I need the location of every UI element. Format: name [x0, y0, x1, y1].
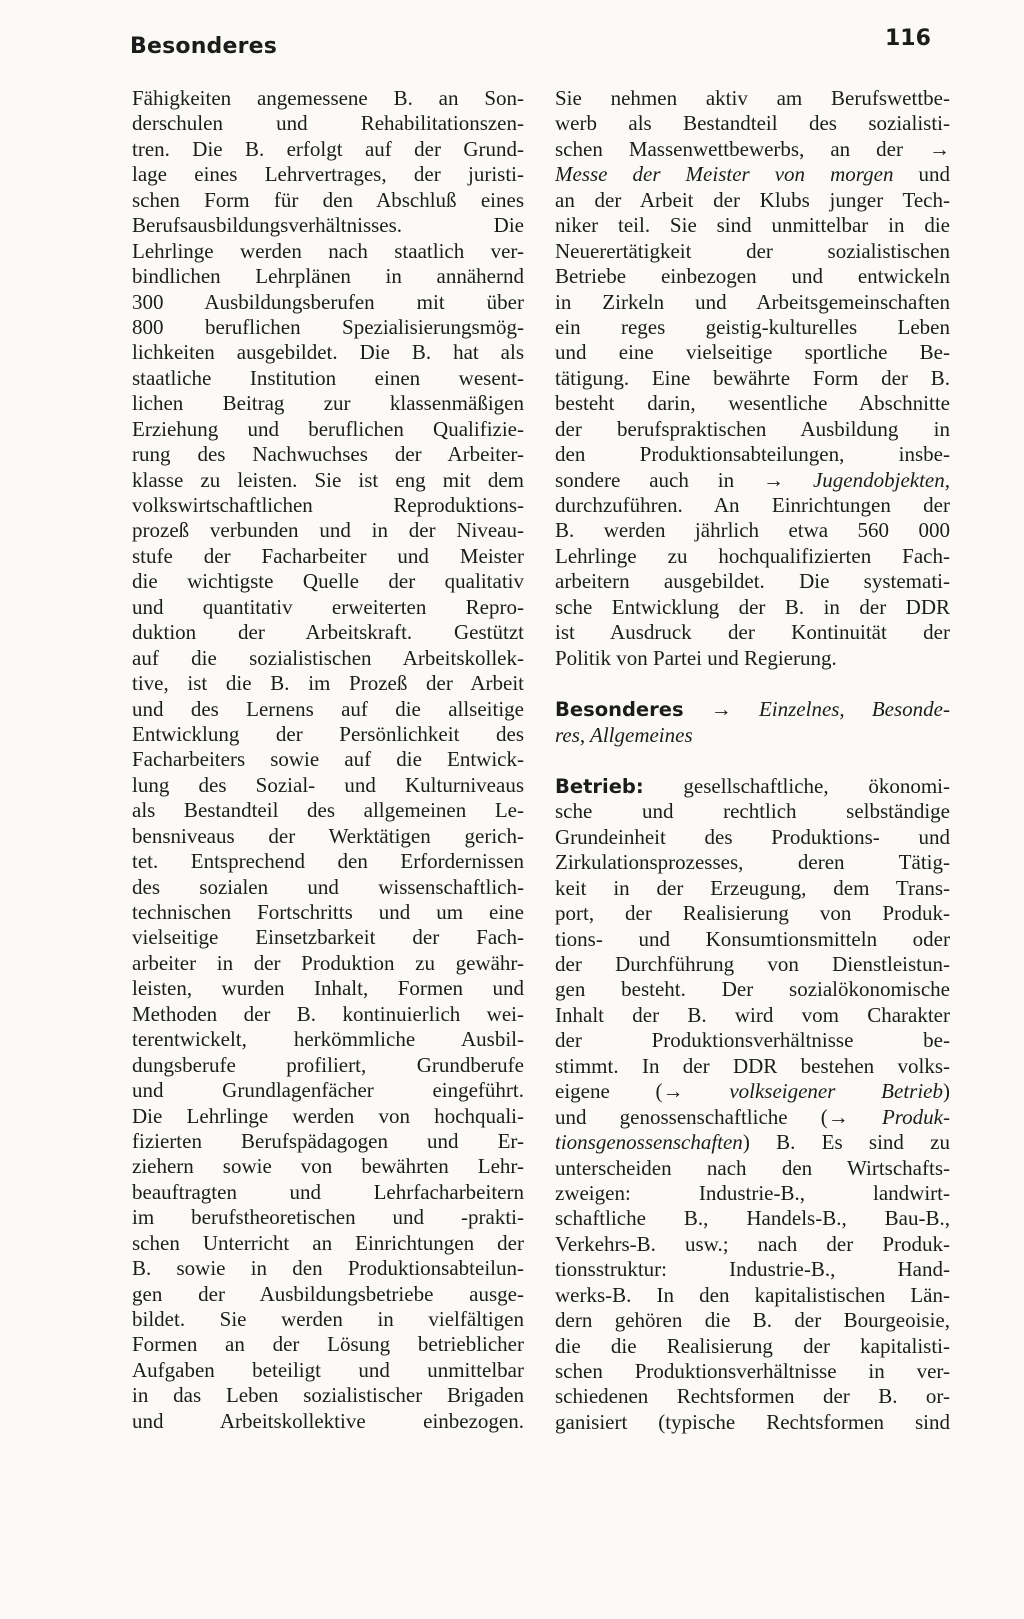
text-line [555, 162, 950, 187]
text-line: Facharbeiters sowie auf die Entwick- [132, 747, 524, 772]
text-line: bildet. Sie werden in vielfältigen [132, 1307, 524, 1331]
text-line: in das Leben sozialistischer Brigaden [132, 1383, 524, 1408]
text-line: werks-B. In den kapitalistischen Län- [555, 1282, 950, 1307]
text-line: lung des Sozial- und Kulturniveaus [132, 772, 524, 797]
text-line: tet. Entsprechend den Erfordernissen [132, 849, 524, 874]
paragraph-gap [555, 671, 950, 697]
text-line: arbeitern ausgebildet. Die systemati- [555, 569, 950, 594]
text-line: 800 beruflichen Spezialisierungsmög- [132, 314, 524, 339]
cross-reference-link[interactable]: res, Allgemeines [555, 722, 693, 747]
text-line: lichen Beitrag zur klassenmäßigen [132, 391, 524, 416]
text-line: prozeß verbunden und in der Niveau- [132, 518, 524, 543]
text-line: den Produktionsabteilungen, insbe- [555, 442, 950, 467]
text-line: sche Entwicklung der B. in der DDR [555, 594, 950, 619]
text-line: werb als Bestandteil des sozialisti- [555, 111, 950, 136]
running-head: Besonderes [130, 34, 278, 59]
text-line: tions- und Konsumtionsmitteln oder [555, 926, 950, 951]
text-line: im berufstheoretischen und -prakti- [132, 1205, 524, 1230]
cross-reference-arrow-icon: → [929, 136, 950, 161]
text-line: lage eines Lehrvertrages, der juristi- [132, 162, 524, 187]
cross-reference-link[interactable]: Einzelnes, Besonde- [758, 697, 950, 722]
text-line: fizierten Berufspädagogen und Er- [132, 1128, 524, 1153]
entry-headword-line [555, 697, 950, 722]
text-line: ist Ausdruck der Kontinuität der [555, 620, 950, 645]
text-line: Betriebe einbezogen und entwickeln [555, 264, 950, 289]
text-line: Lehrlinge werden nach staatlich ver- [132, 238, 524, 263]
line-text: und [893, 162, 950, 187]
text-line: vielseitige Einsetzbarkeit der Fach- [132, 925, 524, 950]
text-line: B. sowie in den Produktionsabteilun- [132, 1256, 524, 1281]
line-text: ) [943, 1079, 950, 1104]
page-number: 116 [885, 26, 931, 51]
text-line: volkswirtschaftlichen Reproduktions- [132, 493, 524, 517]
text-line: die wichtigste Quelle der qualitativ [132, 569, 524, 594]
text-line: die die Realisierung der kapitalisti- [555, 1333, 950, 1358]
text-line: Zirkulationsprozesses, deren Tätig- [555, 850, 950, 875]
text-line: schen Form für den Abschluß eines [132, 187, 524, 212]
text-line: durchzuführen. An Einrichtungen der [555, 493, 950, 517]
text-line: des sozialen und wissenschaftlich- [132, 874, 524, 899]
line-text: ) B. Es sind zu [742, 1130, 950, 1155]
text-line: Neuerertätigkeit der sozialistischen [555, 238, 950, 263]
text-line: tätigung. Eine bewährte Form der B. [555, 365, 950, 390]
text-line: stufe der Facharbeiter und Meister [132, 543, 524, 568]
text-line: und Grundlagenfächer eingeführt. [132, 1078, 524, 1103]
text-line: niker teil. Sie sind unmittelbar in die [555, 213, 950, 238]
text-line: gen besteht. Der sozialökonomische [555, 977, 950, 1002]
text-line: duktion der Arbeitskraft. Gestützt [132, 620, 524, 645]
text-line: Aufgaben beteiligt und unmittelbar [132, 1357, 524, 1382]
text-line: schen Unterricht an Einrichtungen der [132, 1230, 524, 1255]
text-line: und Arbeitskollektive einbezogen. [132, 1408, 524, 1433]
text-line: in Zirkeln und Arbeitsgemeinschaften [555, 289, 950, 314]
text-line: bindlichen Lehrplänen in annähernd [132, 264, 524, 289]
text-line [555, 1130, 950, 1155]
entry-keyword: Betrieb: [555, 774, 644, 798]
text-line: derschulen und Rehabilitationszen- [132, 111, 524, 136]
text-line: leisten, wurden Inhalt, Formen und [132, 976, 524, 1001]
line-text: eigene ( [555, 1079, 663, 1104]
text-line: und quantitativ erweiterten Repro- [132, 594, 524, 619]
text-line: klasse zu leisten. Sie ist eng mit dem [132, 467, 524, 492]
text-line: tive, ist die B. im Prozeß der Arbeit [132, 671, 524, 696]
line-text: und genossenschaftliche ( [555, 1104, 828, 1129]
text-line: bensniveaus der Werktätigen gerich- [132, 823, 524, 848]
text-line: B. werden jährlich etwa 560 000 [555, 518, 950, 543]
text-line: an der Arbeit der Klubs junger Tech- [555, 187, 950, 212]
cross-reference-link[interactable]: Jugendobjekten, [812, 467, 950, 492]
text-line: Entwicklung der Persönlichkeit des [132, 721, 524, 746]
text-line: auf die sozialistischen Arbeitskollek- [132, 645, 524, 670]
text-line: lichkeiten ausgebildet. Die B. hat als [132, 340, 524, 365]
cross-reference-link[interactable]: Produk- [881, 1104, 950, 1129]
cross-reference-arrow-icon: → [710, 697, 732, 722]
text-line: Formen an der Lösung betrieblicher [132, 1332, 524, 1357]
text-line: beauftragten und Lehrfacharbeitern [132, 1179, 524, 1204]
cross-reference-link[interactable]: volkseigener Betrieb [729, 1079, 943, 1104]
text-line: schen Produktionsverhältnisse in ver- [555, 1359, 950, 1383]
left-column [132, 86, 524, 1434]
right-column [555, 86, 950, 1435]
text-line: ziehern sowie von bewährten Lehr- [132, 1154, 524, 1179]
cross-reference-link[interactable]: Messe der Meister von morgen [555, 162, 894, 187]
text-line: schaftliche B., Handels-B., Bau-B., [555, 1206, 950, 1231]
cross-reference-arrow-icon: → [827, 1104, 849, 1129]
text-line [555, 468, 950, 493]
text-line: Verkehrs-B. usw.; nach der Produk- [555, 1231, 950, 1256]
text-line [555, 137, 950, 162]
cross-reference-link[interactable]: tionsgenossenschaften [555, 1130, 743, 1155]
text-line: keit in der Erzeugung, dem Trans- [555, 875, 950, 900]
text-line: sche und rechtlich selbständige [555, 799, 950, 824]
text-line: Grundeinheit des Produktions- und [555, 824, 950, 849]
text-line [555, 1105, 950, 1130]
text-line: Die Lehrlinge werden von hochquali- [132, 1103, 524, 1128]
text-line: zweigen: Industrie-B., landwirt- [555, 1180, 950, 1205]
text-line: der Produktionsverhältnisse be- [555, 1028, 950, 1053]
text-line: gen der Ausbildungsbetriebe ausge- [132, 1281, 524, 1306]
text-line: als Bestandteil des allgemeinen Le- [132, 798, 524, 823]
text-line: und des Lernens auf die allseitige [132, 696, 524, 721]
text-line: Erziehung und beruflichen Qualifizie- [132, 416, 524, 441]
text-line: Lehrlinge zu hochqualifizierten Fach- [555, 543, 950, 568]
text-line: unterscheiden nach den Wirtschafts- [555, 1155, 950, 1180]
text-line: Berufsausbildungsverhältnisses. Die [132, 213, 524, 238]
text-line: Politik von Partei und Regierung. [555, 645, 837, 670]
text-line: schiedenen Rechtsformen der B. or- [555, 1384, 950, 1409]
text-line: port, der Realisierung von Produk- [555, 901, 950, 926]
text-line: Inhalt der B. wird vom Charakter [555, 1002, 950, 1027]
text-line: tionsstruktur: Industrie-B., Hand- [555, 1257, 950, 1282]
text-line: der berufspraktischen Ausbildung in [555, 416, 950, 441]
entry-keyword: Besonderes [555, 698, 684, 722]
text-line: rung des Nachwuchses der Arbeiter- [132, 442, 524, 467]
text-line: und eine vielseitige sportliche Be- [555, 340, 950, 365]
text-line: ganisiert (typische Rechtsformen sind [555, 1409, 950, 1434]
text-line: stimmt. In der DDR bestehen volks- [555, 1053, 950, 1078]
line-text: sondere auch in [555, 467, 764, 492]
line-text: gesellschaftliche, ökonomi- [643, 773, 950, 798]
text-line: terentwickelt, herkömmliche Ausbil- [132, 1027, 524, 1052]
text-line: Sie nehmen aktiv am Berufswettbe- [555, 86, 950, 110]
entry-headword-line [555, 774, 950, 799]
text-line: 300 Ausbildungsberufen mit über [132, 289, 524, 314]
paragraph-gap [555, 748, 950, 774]
text-line: besteht darin, wesentliche Abschnitte [555, 391, 950, 416]
text-line: Methoden der B. kontinuierlich wei- [132, 1001, 524, 1026]
text-line [555, 1079, 950, 1104]
text-line: dern gehören die B. der Bourgeoisie, [555, 1308, 950, 1333]
text-line: technischen Fortschritts und um eine [132, 900, 524, 924]
text-line: staatliche Institution einen wesent- [132, 365, 524, 390]
text-line: tren. Die B. erfolgt auf der Grund- [132, 136, 524, 161]
text-line: ein reges geistig-kulturelles Leben [555, 314, 950, 339]
text-line: Fähigkeiten angemessene B. an Son- [132, 86, 524, 110]
line-text: schen Massenwettbewerbs, an der [555, 136, 929, 161]
text-line: arbeiter in der Produktion zu gewähr- [132, 950, 524, 975]
text-line: der Durchführung von Dienstleistun- [555, 952, 950, 976]
text-line: dungsberufe profiliert, Grundberufe [132, 1052, 524, 1077]
cross-reference-arrow-icon: → [763, 467, 785, 492]
cross-reference-arrow-icon: → [662, 1079, 684, 1104]
